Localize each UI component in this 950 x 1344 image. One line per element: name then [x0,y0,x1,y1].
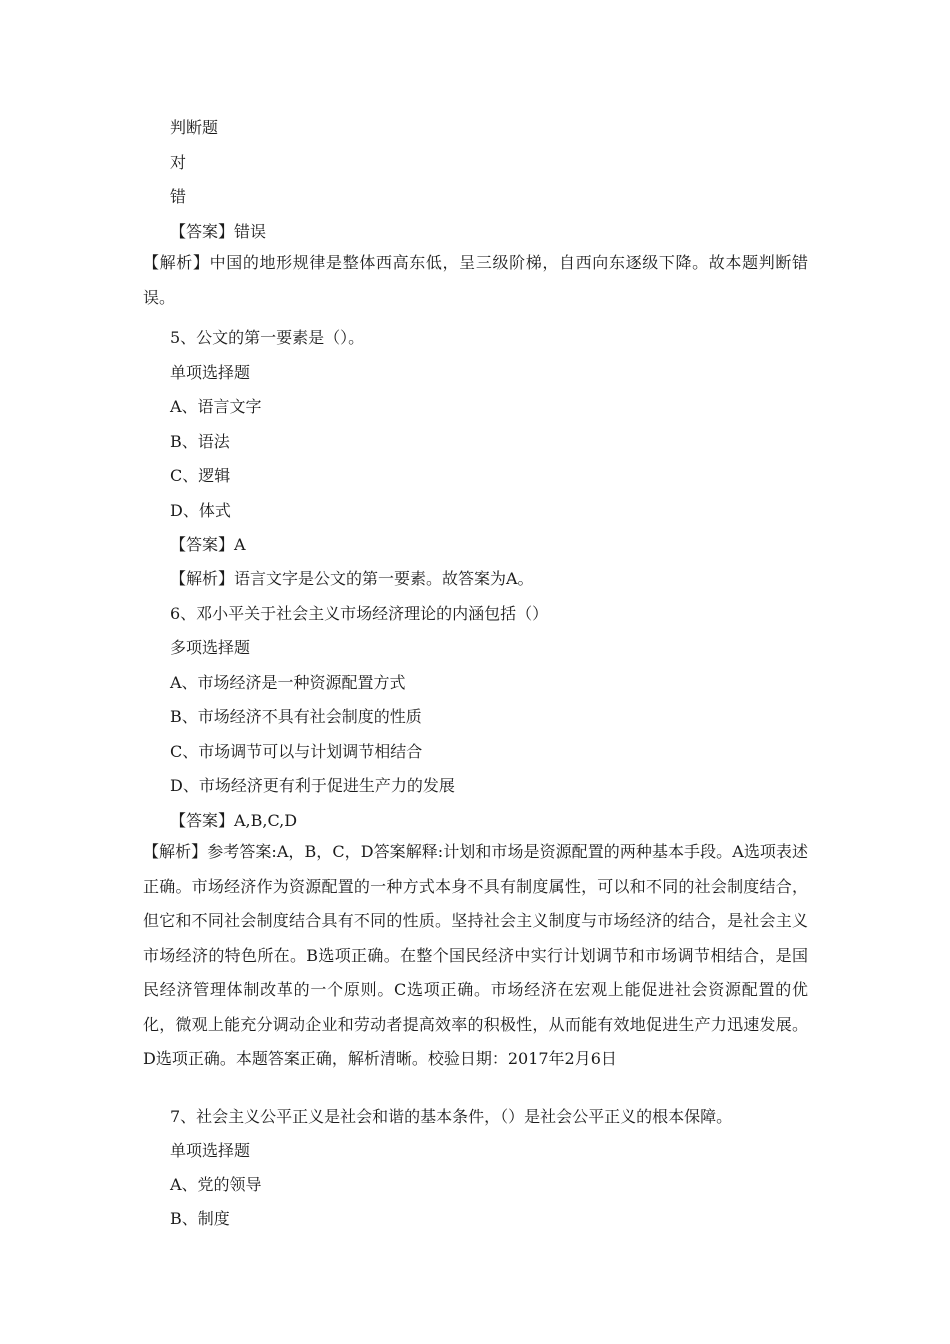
option-item: C、逻辑 [170,466,231,485]
question-type: 多项选择题 [170,638,251,657]
option-item: A、语言文字 [170,397,262,416]
option-item: B、制度 [170,1209,230,1228]
option-item: D、体式 [170,501,231,520]
option-item: A、党的领导 [170,1175,262,1194]
question-type: 判断题 [170,118,219,137]
option-item: C、市场调节可以与计划调节相结合 [170,742,423,761]
option-item: A、市场经济是一种资源配置方式 [170,673,406,692]
question-type: 单项选择题 [170,1141,251,1160]
option-item: 对 [170,153,187,172]
option-item: 错 [170,187,187,206]
answer-line: 【答案】A [170,535,246,554]
option-item: B、语法 [170,432,230,451]
question-stem: 6、邓小平关于社会主义市场经济理论的内涵包括（） [170,604,549,623]
option-item: B、市场经济不具有社会制度的性质 [170,707,422,726]
analysis-paragraph: 【解析】中国的地形规律是整体西高东低，呈三级阶梯，自西向东逐级下降。故本题判断错误。 [143,253,808,307]
question-stem: 5、公文的第一要素是（）。 [170,328,365,347]
answer-line: 【答案】错误 [170,222,267,241]
option-item: D、市场经济更有利于促进生产力的发展 [170,776,455,795]
answer-line: 【答案】A,B,C,D [170,811,298,830]
question-stem: 7、社会主义公平正义是社会和谐的基本条件，（）是社会公平正义的根本保障。 [170,1107,733,1126]
analysis-line: 【解析】语言文字是公文的第一要素。故答案为A。 [170,569,534,588]
analysis-paragraph: 【解析】参考答案:A，B，C，D答案解释:计划和市场是资源配置的两种基本手段。A选项表述正确。市场经济作为资源配置的一种方式本身不具有制度属性，可以和不同的社会制度结合，但它和不同社会制度结合具有不同的性质。坚持社会主义制度与市场经济的结合，是社会主义市场经济的特色所在。B选项正确。在整个国民经济中实行计划调节和市场调节相结合，是国民经济管理体制改革的一个原则。C选项正确。市场经济在宏观上能促进社会资源配置的优化，微观上能充分调动企业和劳动者提高效率的积极性，从而能有效地促进生产力迅速发展。D选项正确。本题答案正确，解析清晰。校验日期：2017年2月6日 [143,842,808,1068]
question-type: 单项选择题 [170,363,251,382]
